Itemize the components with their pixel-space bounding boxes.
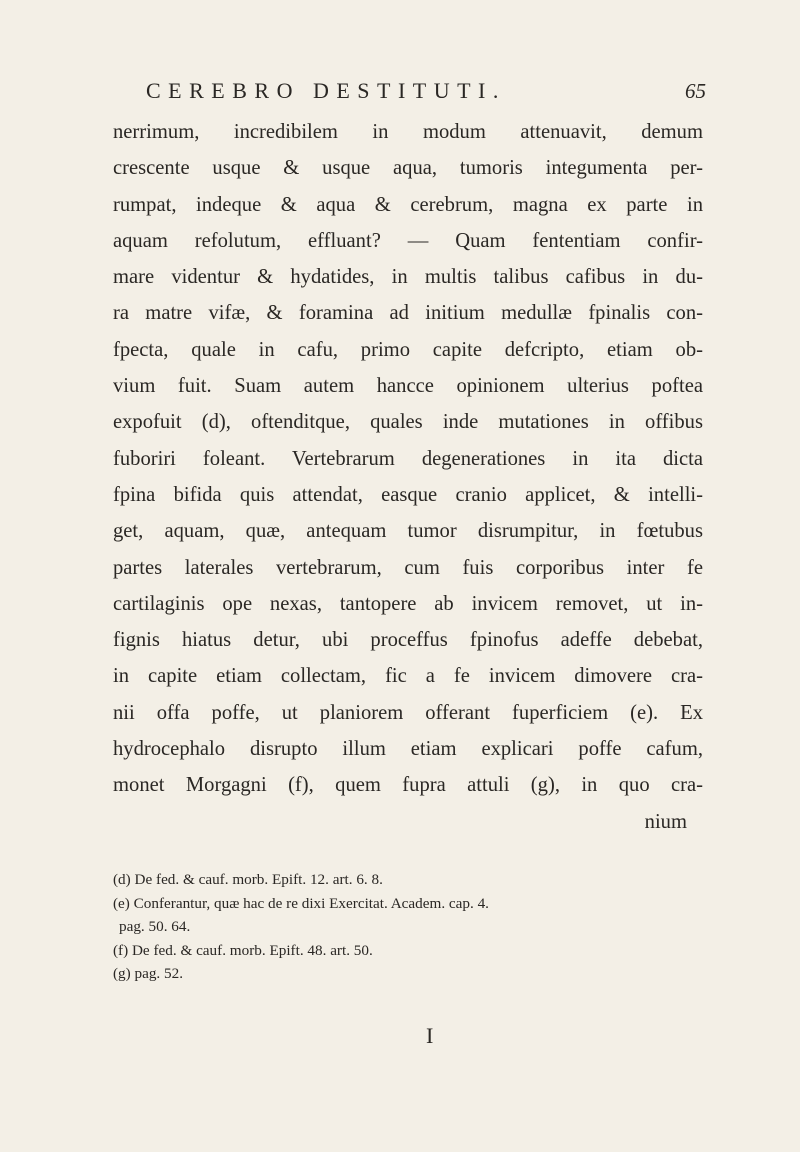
text-line: get, aquam, quæ, antequam tumor disrumpitur, in fœtubus: [113, 520, 703, 543]
text-line: fuboriri foleant. Vertebrarum degenerationes in ita dicta: [113, 447, 703, 470]
footnote-e: (e) Conferantur, quæ hac de re dixi Exercitat. Academ. cap. 4.: [113, 894, 489, 912]
text-line: hydrocephalo disrupto illum etiam explicari poffe cafum,: [113, 738, 703, 761]
page-header: [146, 78, 706, 104]
text-line: aquam refolutum, effluant? — Quam fententiam confir-: [113, 229, 703, 252]
footnote-g: (g) pag. 52.: [113, 965, 184, 982]
text-line: in capite etiam collectam, fic a fe invicem dimovere cra-: [113, 665, 703, 688]
text-line: crescente usque & usque aqua, tumoris integumenta per-: [113, 157, 703, 180]
footnote-f: (f) De fed. & cauf. morb. Epift. 48. art. 50.: [113, 941, 373, 959]
text-line: expofuit (d), oftenditque, quales inde mutationes in offibus: [113, 411, 703, 434]
text-line: ra matre vifæ, & foramina ad initium medullæ fpinalis con-: [113, 302, 703, 325]
text-line: rumpat, indeque & aqua & cerebrum, magna ex parte in: [113, 193, 703, 216]
body-text: [113, 114, 703, 840]
footnote-d: (d) De fed. & cauf. morb. Epift. 12. art. 6. 8.: [113, 871, 383, 888]
text-line: mare videntur & hydatides, in multis talibus cafibus in du-: [113, 266, 703, 289]
text-line: fignis hiatus detur, ubi proceffus fpinofus adeffe debebat,: [113, 629, 703, 652]
footnote-e-continued: pag. 50. 64.: [119, 918, 191, 935]
footnotes: [113, 868, 703, 986]
page-number: 65: [685, 79, 706, 103]
text-line: fpecta, quale in cafu, primo capite defcripto, etiam ob-: [113, 338, 703, 361]
text-line: nii offa poffe, ut planiorem offerant fuperficiem (e). Ex: [113, 701, 703, 724]
catchword-line: nium: [644, 810, 687, 833]
text-line: nerrimum, incredibilem in modum attenuavit, demum: [113, 121, 703, 143]
running-title: CEREBRO DESTITUTI.: [146, 78, 506, 103]
signature-mark: I: [426, 1023, 434, 1048]
text-line: fpina bifida quis attendat, easque cranio applicet, & intelli-: [113, 483, 703, 506]
text-line: partes laterales vertebrarum, cum fuis corporibus inter fe: [113, 556, 703, 579]
text-line: monet Morgagni (f), quem fupra attuli (g), in quo cra-: [113, 774, 703, 797]
text-line: cartilaginis ope nexas, tantopere ab invicem removet, ut in-: [113, 592, 703, 615]
text-line: vium fuit. Suam autem hancce opinionem ulterius poftea: [113, 375, 703, 398]
